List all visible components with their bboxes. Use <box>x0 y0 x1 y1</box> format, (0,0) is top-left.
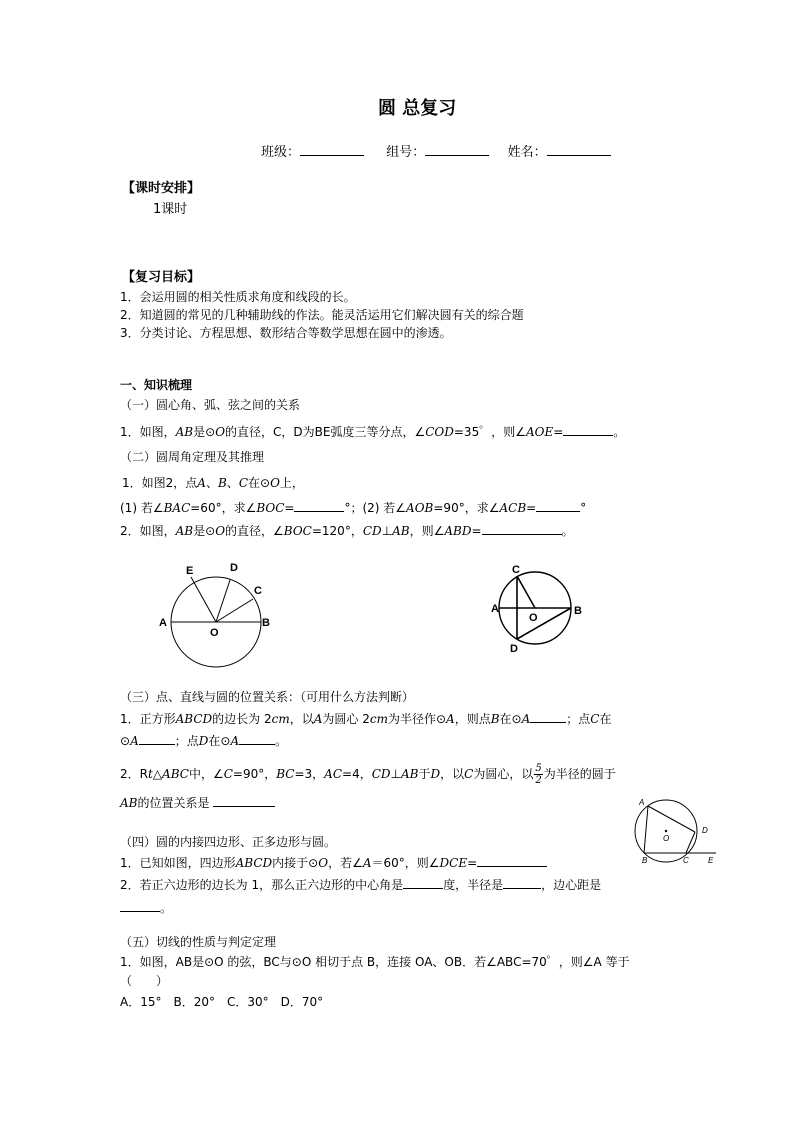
q-var: AB <box>120 796 138 810</box>
part1-title: （一）圆心角、弧、弦之间的关系 <box>120 398 301 412</box>
q-var: ABC <box>162 767 189 781</box>
name-label: 姓名： <box>507 145 547 160</box>
answer-paren: （ ） <box>120 974 169 988</box>
q-text: ，边心距是 <box>541 878 602 892</box>
q-var: O <box>270 476 280 490</box>
q-text: =90°，求∠ <box>433 501 500 515</box>
group-blank[interactable] <box>425 144 489 156</box>
q-text: 为半径的圆于 <box>543 767 616 781</box>
q-text: 在⊙ <box>248 476 271 490</box>
q-text: 在 <box>599 712 612 726</box>
q-var: B <box>490 712 500 726</box>
q-var: A <box>197 476 206 490</box>
answer-blank[interactable] <box>239 733 275 745</box>
answer-blank[interactable] <box>530 711 566 723</box>
q-text: 。 <box>613 425 626 439</box>
answer-blank[interactable] <box>482 523 562 535</box>
q-var: O <box>215 524 226 538</box>
figure-semicircle <box>150 555 280 665</box>
q-text: 1．如图2，点 <box>122 476 198 490</box>
fig2-label-a: A <box>491 603 499 615</box>
q-text: 的直径，∠ <box>225 524 284 538</box>
schedule-heading: 【课时安排】 <box>122 181 201 196</box>
q-text: 于 <box>418 767 431 781</box>
q-text: 2．如图， <box>120 524 176 538</box>
q-text: ，以 <box>440 767 465 781</box>
answer-blank[interactable] <box>477 855 547 867</box>
q-var: D <box>430 767 441 781</box>
q-var: C <box>590 712 600 726</box>
q-text: = <box>284 501 295 515</box>
header-fields <box>261 144 611 161</box>
q-var: O <box>318 856 329 870</box>
fig1-label-o: O <box>210 627 219 639</box>
part3-title: （三）点、直线与圆的位置关系：（可用什么方法判断） <box>120 690 415 704</box>
q-text: 为半径作⊙ <box>387 712 447 726</box>
answer-blank[interactable] <box>536 500 580 512</box>
fig3-label-b: B <box>642 856 648 865</box>
q-var: B <box>217 476 227 490</box>
fig2-label-b: B <box>574 605 582 617</box>
question-inscribed-angle-sub <box>120 500 586 516</box>
fraction-numerator: 5 <box>535 763 542 774</box>
q-var: AB <box>400 767 419 781</box>
q-var: AB <box>392 524 410 538</box>
q-var: C <box>223 767 233 781</box>
q-text: ⊙ <box>120 734 131 748</box>
part2-title: （二）圆周角定理及其推理 <box>120 450 265 464</box>
q-var: C <box>464 767 474 781</box>
fig2-label-d: D <box>510 643 518 655</box>
fig3-label-c: C <box>683 856 689 865</box>
q-text: =4， <box>342 767 372 781</box>
q-text: ；点 <box>566 712 591 726</box>
answer-blank[interactable] <box>120 900 160 912</box>
q-text: =90°， <box>232 767 277 781</box>
q-var: cm <box>271 712 290 726</box>
q-text: △ <box>152 767 163 781</box>
question-point-circle-line1 <box>120 711 612 727</box>
page-title: 圆 总复习 <box>378 98 457 119</box>
q-var: COD <box>425 425 454 439</box>
question-line-circle-line2 <box>120 795 275 811</box>
section1-heading: 一、知识梳理 <box>120 378 193 392</box>
q-text: 的边长为 2 <box>212 712 272 726</box>
figure-inscribed-quadrilateral <box>630 795 720 870</box>
question-diameter-chord <box>120 523 574 539</box>
q-text: 上， <box>279 476 304 490</box>
q-text: 、 <box>205 476 218 490</box>
q-var: CD <box>371 767 391 781</box>
q-text: ⊥ <box>390 767 401 781</box>
answer-blank[interactable] <box>294 500 344 512</box>
fig1-label-d: D <box>230 562 238 574</box>
goal-item-1: 1．会运用圆的相关性质求角度和线段的长。 <box>120 290 356 304</box>
q-text: = <box>526 501 537 515</box>
q-var: A <box>362 856 372 870</box>
q-var: cm <box>369 712 388 726</box>
q-var: AB <box>175 425 194 439</box>
q-text: = <box>471 524 482 538</box>
part4-title: （四）圆的内接四边形、正多边形与圆。 <box>120 835 337 849</box>
answer-blank[interactable] <box>503 877 541 889</box>
class-label: 班级： <box>261 145 301 160</box>
q-text: ，以 <box>289 712 314 726</box>
q-var: BC <box>276 767 295 781</box>
answer-options: A．15° B．20° C．30° D．70° <box>120 995 324 1009</box>
q-text: 1．如图， <box>120 425 176 439</box>
q-var: CD <box>362 524 382 538</box>
q-var: t <box>147 767 153 781</box>
q-var: ACB <box>499 501 527 515</box>
answer-blank[interactable] <box>403 877 443 889</box>
q-text: 。 <box>275 734 288 748</box>
q-var: ABCD <box>175 712 213 726</box>
q-var: AB <box>175 524 194 538</box>
question-inscribed-angle <box>122 476 304 491</box>
fig1-label-a: A <box>159 617 167 629</box>
q-var: ABD <box>444 524 472 538</box>
group-label: 组号： <box>386 145 426 160</box>
fig3-label-e: E <box>708 856 714 865</box>
goals-heading: 【复习目标】 <box>122 270 201 285</box>
fraction-denominator: 2 <box>535 775 542 786</box>
q-var: ABCD <box>235 856 273 870</box>
q-text: 。 <box>561 524 574 538</box>
figure-circle-cd <box>488 560 588 655</box>
q-text: 1．已知如图，四边形 <box>120 856 236 870</box>
fraction <box>534 763 542 786</box>
question-hexagon-line2 <box>120 900 172 916</box>
part5-title: （五）切线的性质与判定定理 <box>120 935 277 949</box>
fig3-label-a: A <box>639 798 645 807</box>
q-text: 内接于⊙ <box>272 856 319 870</box>
q-text: =60°，求∠ <box>190 501 257 515</box>
fig2-label-o: O <box>529 612 538 624</box>
answer-blank[interactable] <box>213 795 275 807</box>
q-var: A <box>521 712 531 726</box>
q-text: (1) 若∠ <box>120 501 164 515</box>
q-var: A <box>446 712 455 726</box>
q-text: 2．R <box>120 767 148 781</box>
q-text: 的直径，C，D为BE弧度三等分点，∠ <box>225 425 426 439</box>
fig2-label-c: C <box>512 564 520 576</box>
q-text: ；点 <box>174 734 199 748</box>
q-text: 。 <box>160 901 173 915</box>
q-text: ，若∠ <box>328 856 363 870</box>
fig1-label-c: C <box>254 585 262 597</box>
answer-blank[interactable] <box>563 424 613 436</box>
q-var: C <box>238 476 248 490</box>
q-var: A <box>230 734 240 748</box>
q-text: 在⊙ <box>499 712 522 726</box>
q-text: 为圆心，以 <box>473 767 534 781</box>
q-var: D <box>198 734 209 748</box>
goal-item-3: 3．分类讨论、方程思想、数形结合等数学思想在圆中的渗透。 <box>120 326 452 340</box>
fig1-label-b: B <box>262 617 270 629</box>
q-text: ⊥ <box>381 524 393 538</box>
q-var: DCE <box>439 856 468 870</box>
q-text: ° <box>580 501 587 515</box>
q-var: A <box>313 712 323 726</box>
q-var: AOB <box>406 501 434 515</box>
fig1-label-e: E <box>186 565 194 577</box>
q-text: = <box>467 856 478 870</box>
q-text: 中，∠ <box>188 767 224 781</box>
q-var: AOE <box>525 425 554 439</box>
q-var: BOC <box>256 501 285 515</box>
q-text: 是⊙ <box>193 425 216 439</box>
q-text: °；(2) 若∠ <box>344 501 407 515</box>
fig3-label-o: O <box>663 834 670 843</box>
q-var: BOC <box>283 524 312 538</box>
question-point-circle-line2 <box>120 733 287 749</box>
q-var: O <box>215 425 226 439</box>
q-var: A <box>130 734 139 748</box>
q-text: 是⊙ <box>193 524 216 538</box>
q-text: =3， <box>294 767 325 781</box>
q-text: 在⊙ <box>208 734 231 748</box>
goal-item-2: 2．知道圆的常见的几种辅助线的作法。能灵活运用它们解决圆有关的综合题 <box>120 308 524 322</box>
q-text: =35゜，则∠ <box>453 425 526 439</box>
question-hexagon-line1 <box>120 877 601 893</box>
q-text: =120°， <box>311 524 363 538</box>
question-tangent: 1．如图，AB是⊙O 的弦，BC与⊙O 相切于点 B，连接 OA、OB．若∠ABC=70゜，则∠A 等于 <box>120 955 630 969</box>
class-blank[interactable] <box>300 144 364 156</box>
question-cyclic-quad <box>120 855 547 871</box>
answer-blank[interactable] <box>139 733 175 745</box>
q-var: AC <box>324 767 343 781</box>
question-central-angle <box>120 424 625 440</box>
q-text: 1．正方形 <box>120 712 176 726</box>
fig3-label-d: D <box>702 826 708 835</box>
q-text: 2．若正六边形的边长为 1，那么正六边形的中心角是 <box>120 878 404 892</box>
question-line-circle-line1 <box>120 763 616 786</box>
q-text: ＝60°，则∠ <box>371 856 440 870</box>
name-blank[interactable] <box>547 144 611 156</box>
q-text: ，则∠ <box>409 524 445 538</box>
q-text: 为圆心 2 <box>322 712 370 726</box>
q-text: ，则点 <box>454 712 491 726</box>
schedule-value: 1课时 <box>153 202 188 217</box>
q-text: = <box>553 425 564 439</box>
q-text: 度，半径是 <box>443 878 504 892</box>
q-text: 的位置关系是 <box>137 796 210 810</box>
q-var: BAC <box>163 501 191 515</box>
q-text: 、 <box>226 476 239 490</box>
